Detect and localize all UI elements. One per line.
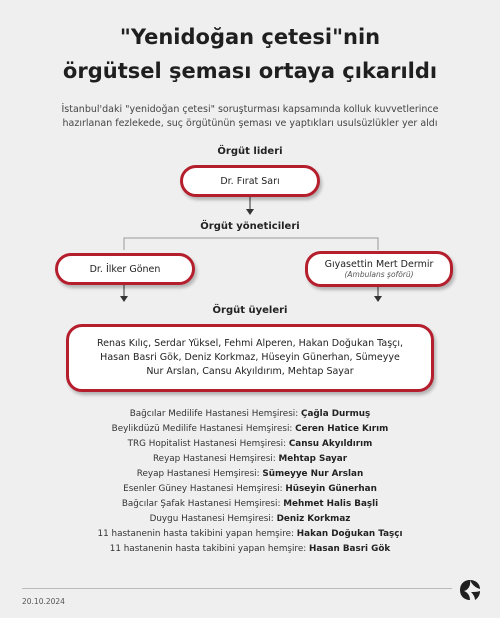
manager-left-arrow: [120, 296, 128, 302]
leader-arrow: [246, 209, 254, 215]
list-item: Esenler Güney Hastanesi Hemşiresi: Hüseyin Günerhan: [123, 484, 377, 494]
members-line-1: Renas Kılıç, Serdar Yüksel, Fehmi Alperen, Hakan Doğukan Taşçı,: [96, 338, 404, 349]
title-line-1: "Yenidoğan çetesi"nin: [119, 25, 381, 49]
managers-label: Örgüt yöneticileri: [200, 221, 300, 232]
list-item: Beylikdüzü Medilife Hastanesi Hemşiresi: Ceren Hatice Kırım: [111, 424, 389, 434]
list-item: TRG Hopitalist Hastanesi Hemşiresi: Cansu Akyıldırım: [127, 439, 373, 449]
members-line-2: Hasan Basri Gök, Deniz Korkmaz, Hüseyin Günerhan, Sümeyye: [100, 352, 400, 363]
manager-name-1: Dr. İlker Gönen: [89, 263, 161, 275]
footer-divider: [22, 588, 452, 589]
list-item: 11 hastanenin hasta takibini yapan hemşire: Hasan Basri Gök: [109, 544, 391, 554]
leader-name: Dr. Fırat Sarı: [220, 175, 280, 187]
list-item: Bağcılar Medilife Hastanesi Hemşiresi: Çağla Durmuş: [129, 409, 371, 419]
list-item: Bağcılar Şafak Hastanesi Hemşiresi: Mehmet Halis Başli: [121, 499, 379, 509]
manager-role-2: (Ambulans şoförü): [344, 270, 414, 279]
manager-box-1: [55, 253, 195, 285]
leader-label: Örgüt lideri: [217, 146, 283, 157]
list-item: Reyap Hastanesi Hemşiresi: Sümeyye Nur Arslan: [136, 469, 364, 479]
hospital-list: [0, 407, 500, 557]
list-item: Duygu Hastanesi Hemşiresi: Deniz Korkmaz: [149, 514, 351, 524]
members-label: Örgüt üyeleri: [212, 305, 288, 316]
title-line-2: örgütsel şeması ortaya çıkarıldı: [62, 59, 438, 83]
aa-logo-icon: [459, 579, 481, 601]
manager-right-arrow: [374, 296, 382, 302]
list-item: Reyap Hastanesi Hemşiresi: Mehtap Sayar: [152, 454, 348, 464]
manager-name-2: Gıyasettin Mert Dermir: [324, 259, 434, 270]
managers-bracket: [124, 238, 378, 250]
footer-date: 20.10.2024: [22, 597, 65, 606]
subtitle-line-2: hazırlanan fezlekede, suç örgütünün şeması ve yaptıkları usulsüzlükler yer aldı: [62, 118, 438, 129]
subtitle-line-1: İstanbul'daki "yenidoğan çetesi" soruşturması kapsamında kolluk kuvvetlerince: [61, 104, 439, 115]
members-line-3: Nur Arslan, Cansu Akyıldırım, Mehtap Sayar: [146, 366, 354, 377]
members-box: [66, 324, 434, 392]
leader-box: [180, 165, 320, 197]
list-item: 11 hastanenin hasta takibini yapan hemşire: Hakan Doğukan Taşçı: [97, 529, 403, 539]
manager-box-2: [305, 251, 453, 287]
